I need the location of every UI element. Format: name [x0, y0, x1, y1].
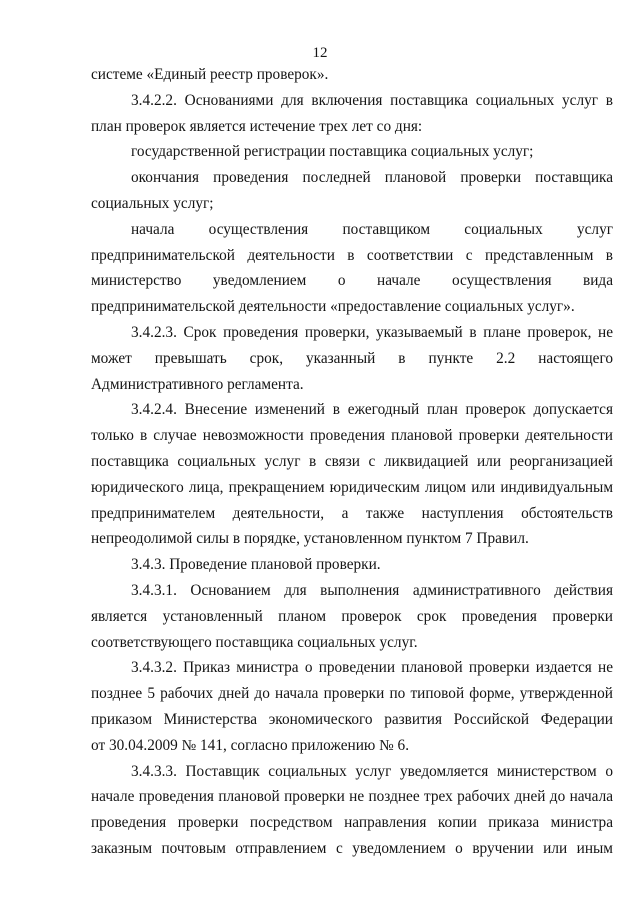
text-line: от 30.04.2009 № 141, согласно приложению № 6. [91, 736, 410, 754]
text-line: окончания проведения последней плановой проверки поставщика [131, 169, 613, 187]
text-line: предпринимателем деятельности, а также наступления обстоятельств [91, 504, 613, 522]
text-line: 3.4.2.3. Срок проведения проверки, указываемый в плане проверок, не [131, 323, 613, 341]
text-line: 3.4.3.2. Приказ министра о проведении плановой проверки издается не [131, 659, 613, 677]
text-line: начала осуществления поставщиком социальных услуг [131, 220, 613, 238]
text-line: 3.4.2.4. Внесение изменений в ежегодный план проверок допускается [131, 401, 613, 419]
text-line: 3.4.3.3. Поставщик социальных услуг уведомляется министерством о [131, 762, 613, 780]
text-line: поставщика социальных услуг в связи с ликвидацией или реорганизацией [91, 452, 613, 470]
text-line: государственной регистрации поставщика социальных услуг; [131, 143, 534, 161]
text-line: предпринимательской деятельности «предоставление социальных услуг». [91, 298, 575, 316]
text-line: план проверок является истечение трех лет со дня: [91, 117, 423, 135]
text-line: 3.4.3.1. Основанием для выполнения административного действия [131, 581, 613, 599]
text-line: предпринимательской деятельности в соответствии с представленным в [91, 246, 613, 264]
document-body [91, 62, 613, 862]
text-line: социальных услуг; [91, 194, 214, 212]
text-line: непреодолимой силы в порядке, установленном пунктом 7 Правил. [91, 530, 529, 548]
text-line: является установленный планом проверок срок проведения проверки [91, 607, 613, 625]
text-line: только в случае невозможности проведения плановой проверки деятельности [91, 427, 613, 445]
page-number: 12 [312, 45, 328, 61]
text-line: юридического лица, прекращением юридическим лицом или индивидуальным [91, 478, 613, 496]
text-line: проведения проверки посредством направления копии приказа министра [91, 814, 613, 832]
text-line: Административного регламента. [91, 375, 304, 393]
text-line: приказом Министерства экономического развития Российской Федерации [91, 710, 613, 728]
text-line: заказным почтовым отправлением с уведомлением о вручении или иным [91, 839, 613, 857]
text-line: 3.4.3. Проведение плановой проверки. [131, 556, 381, 574]
text-line: начале проведения плановой проверки не позднее трех рабочих дней до начала [91, 788, 613, 806]
text-line: позднее 5 рабочих дней до начала проверки по типовой форме, утвержденной [91, 685, 613, 703]
text-line: 3.4.2.2. Основаниями для включения поставщика социальных услуг в [131, 91, 613, 109]
text-line: соответствующего поставщика социальных услуг. [91, 633, 418, 651]
text-line: системе «Единый реестр проверок». [91, 66, 329, 83]
text-line: может превышать срок, указанный в пункте 2.2 настоящего [91, 349, 613, 367]
text-line: министерство уведомлением о начале осуществления вида [91, 272, 613, 290]
